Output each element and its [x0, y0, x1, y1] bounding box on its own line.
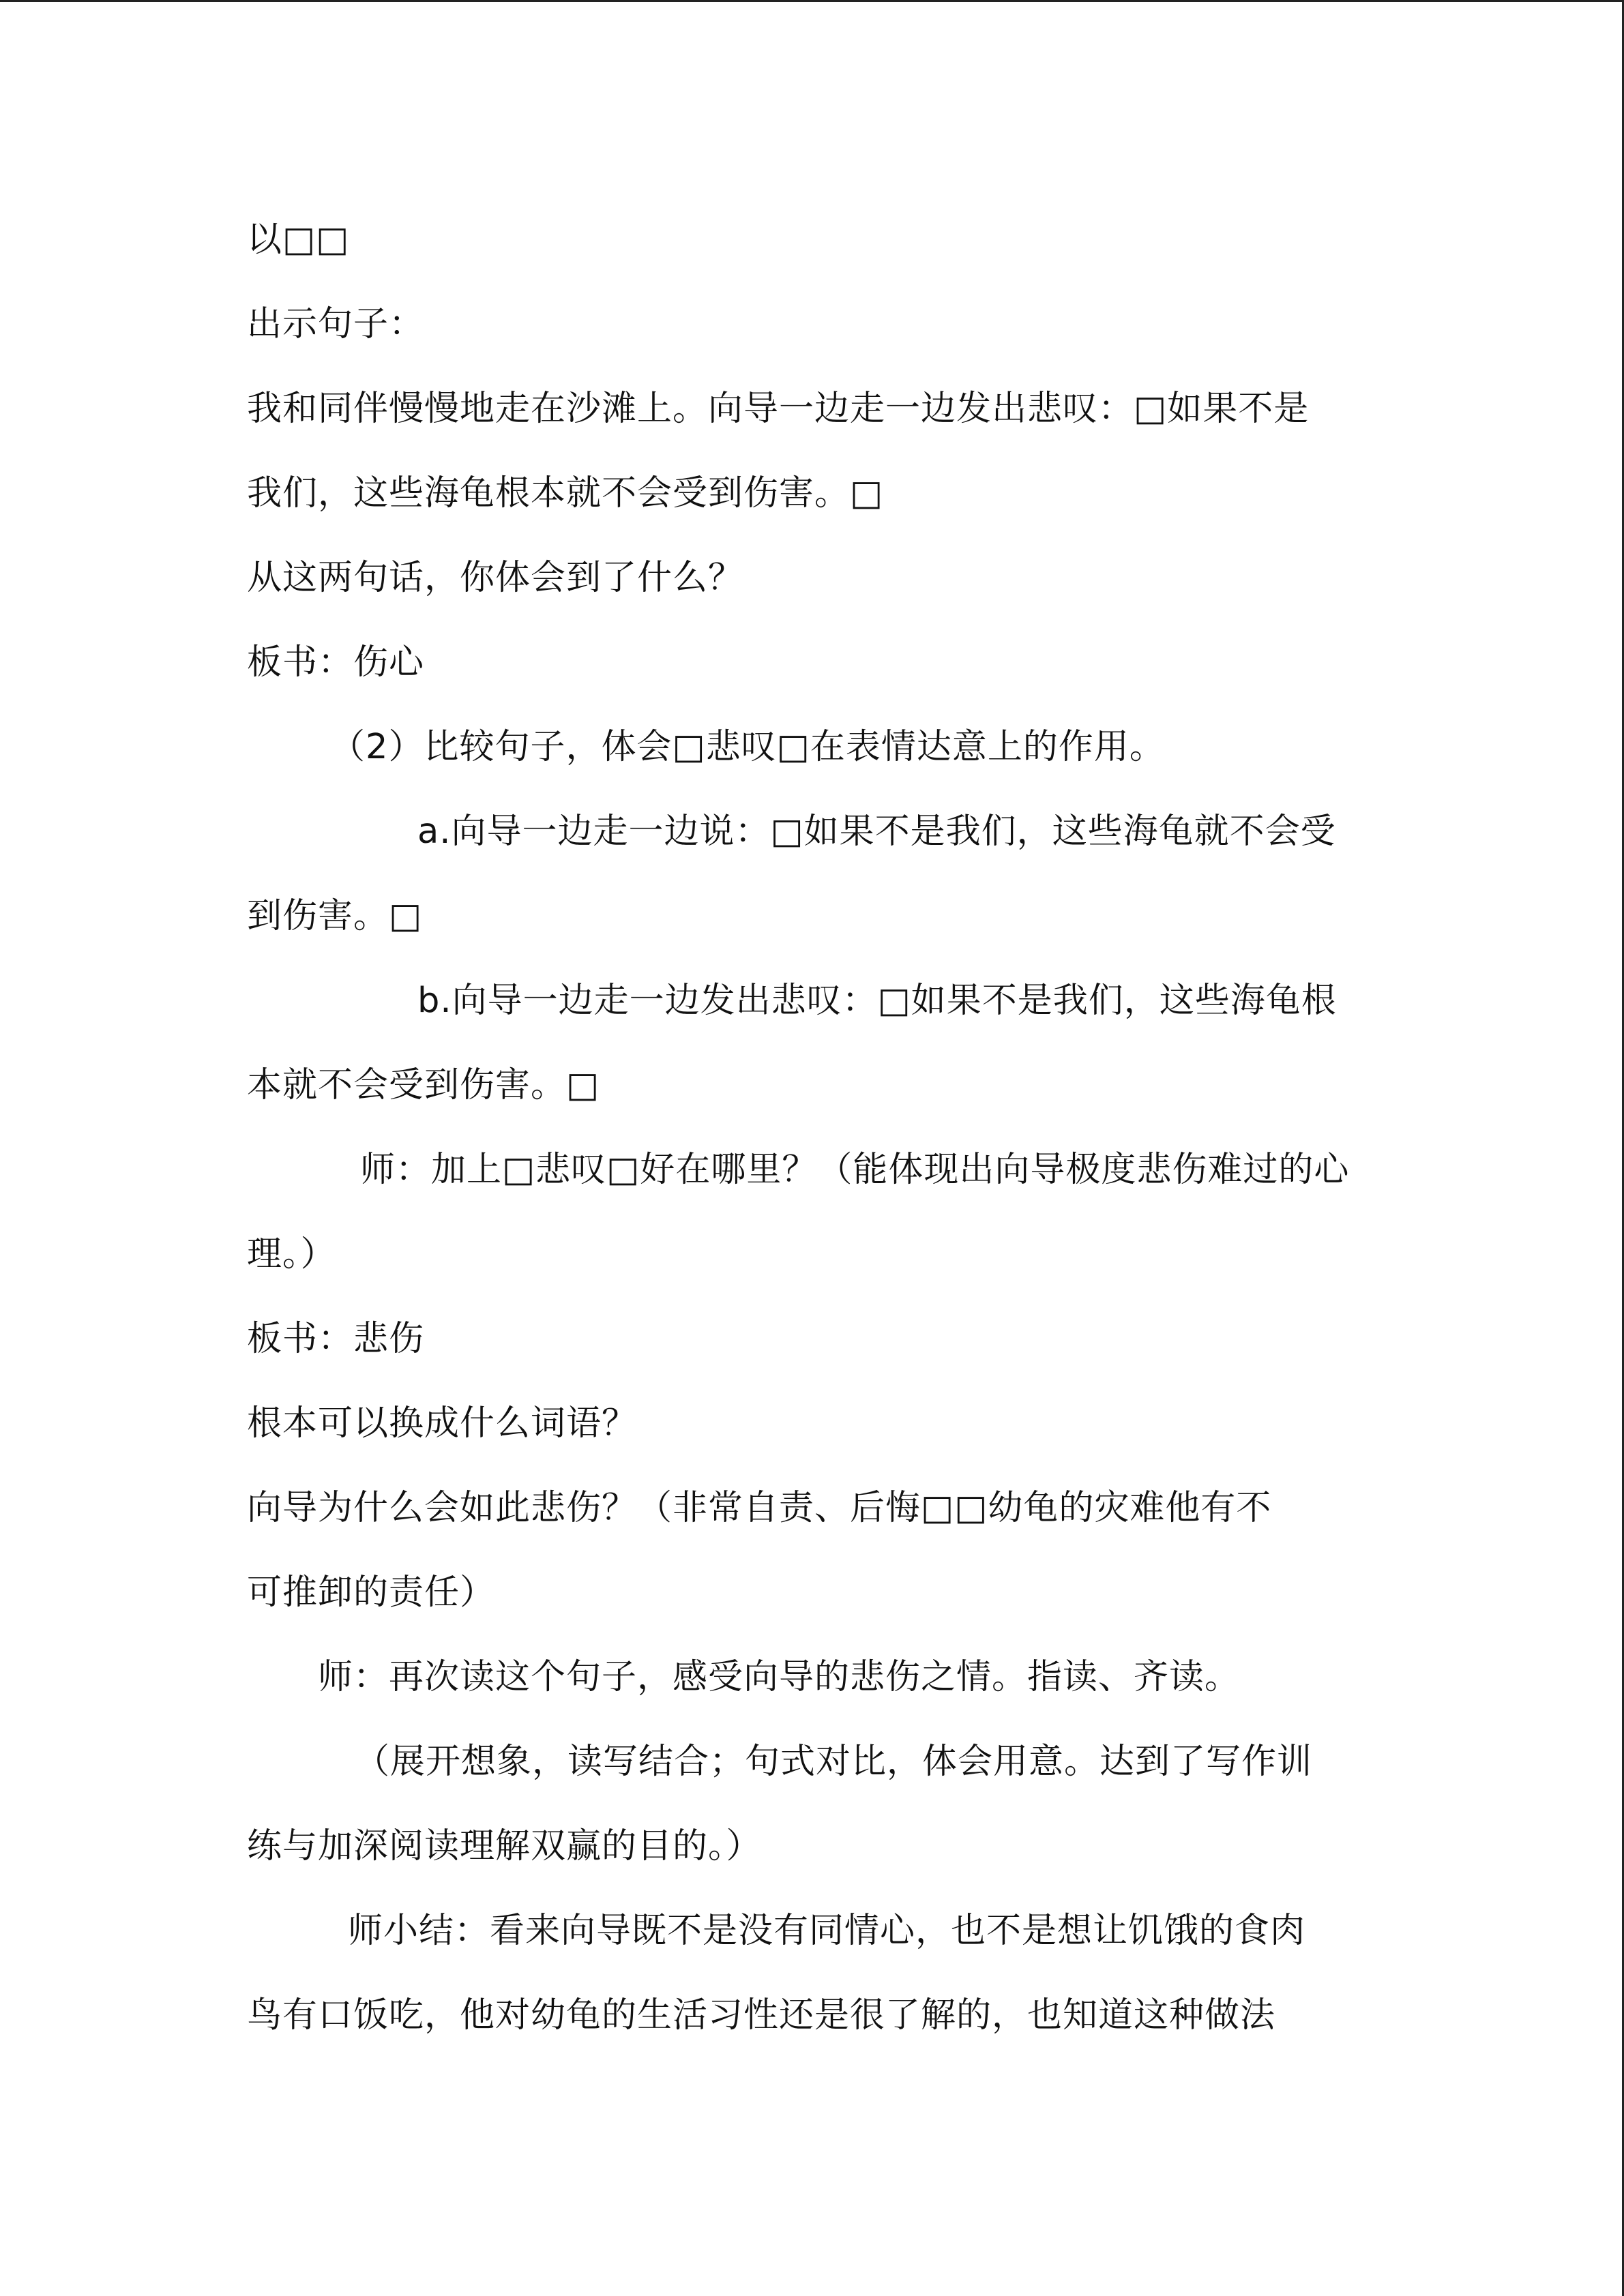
text-line: （2）比较句子，体会□悲叹□在表情达意上的作用。 — [330, 727, 1165, 767]
text-line: 板书：悲伤 — [247, 1319, 425, 1359]
text-line: 可推卸的责任） — [247, 1572, 496, 1613]
text-line: 师小结：看来向导既不是没有同情心，也不是想让饥饿的食肉 — [348, 1911, 1306, 1951]
text-line: 从这两句话，你体会到了什么？ — [247, 558, 744, 598]
text-line: 到伤害。□ — [247, 896, 423, 936]
text-line: 向导为什么会如此悲伤？（非常自责、后悔□□幼龟的灾难他有不 — [247, 1488, 1272, 1528]
text-line: a.向导一边走一边说：□如果不是我们，这些海龟就不会受 — [417, 811, 1336, 852]
text-line: 出示句子： — [247, 304, 425, 344]
text-line: 以□□ — [247, 220, 350, 260]
text-line: 理。） — [247, 1234, 336, 1274]
text-line: 本就不会受到伤害。□ — [247, 1065, 600, 1105]
text-line: 我们，这些海龟根本就不会受到伤害。□ — [247, 473, 884, 513]
text-line: 师：加上□悲叹□好在哪里？（能体现出向导极度悲伤难过的心 — [360, 1150, 1350, 1190]
text-line: 师：再次读这个句子，感受向导的悲伤之情。指读、齐读。 — [318, 1657, 1241, 1697]
text-line: 板书：伤心 — [247, 642, 425, 683]
text-line: 练与加深阅读理解双赢的目的。） — [247, 1826, 762, 1866]
text-line: 我和同伴慢慢地走在沙滩上。向导一边走一边发出悲叹：□如果不是 — [247, 389, 1310, 429]
text-line: 根本可以换成什么词语？ — [247, 1403, 638, 1444]
text-line: （展开想象，读写结合；句式对比，体会用意。达到了写作训 — [355, 1742, 1313, 1782]
text-line: b.向导一边走一边发出悲叹：□如果不是我们，这些海龟根 — [417, 981, 1337, 1021]
text-line: 鸟有口饭吃，他对幼龟的生活习性还是很了解的，也知道这种做法 — [247, 1995, 1276, 2036]
